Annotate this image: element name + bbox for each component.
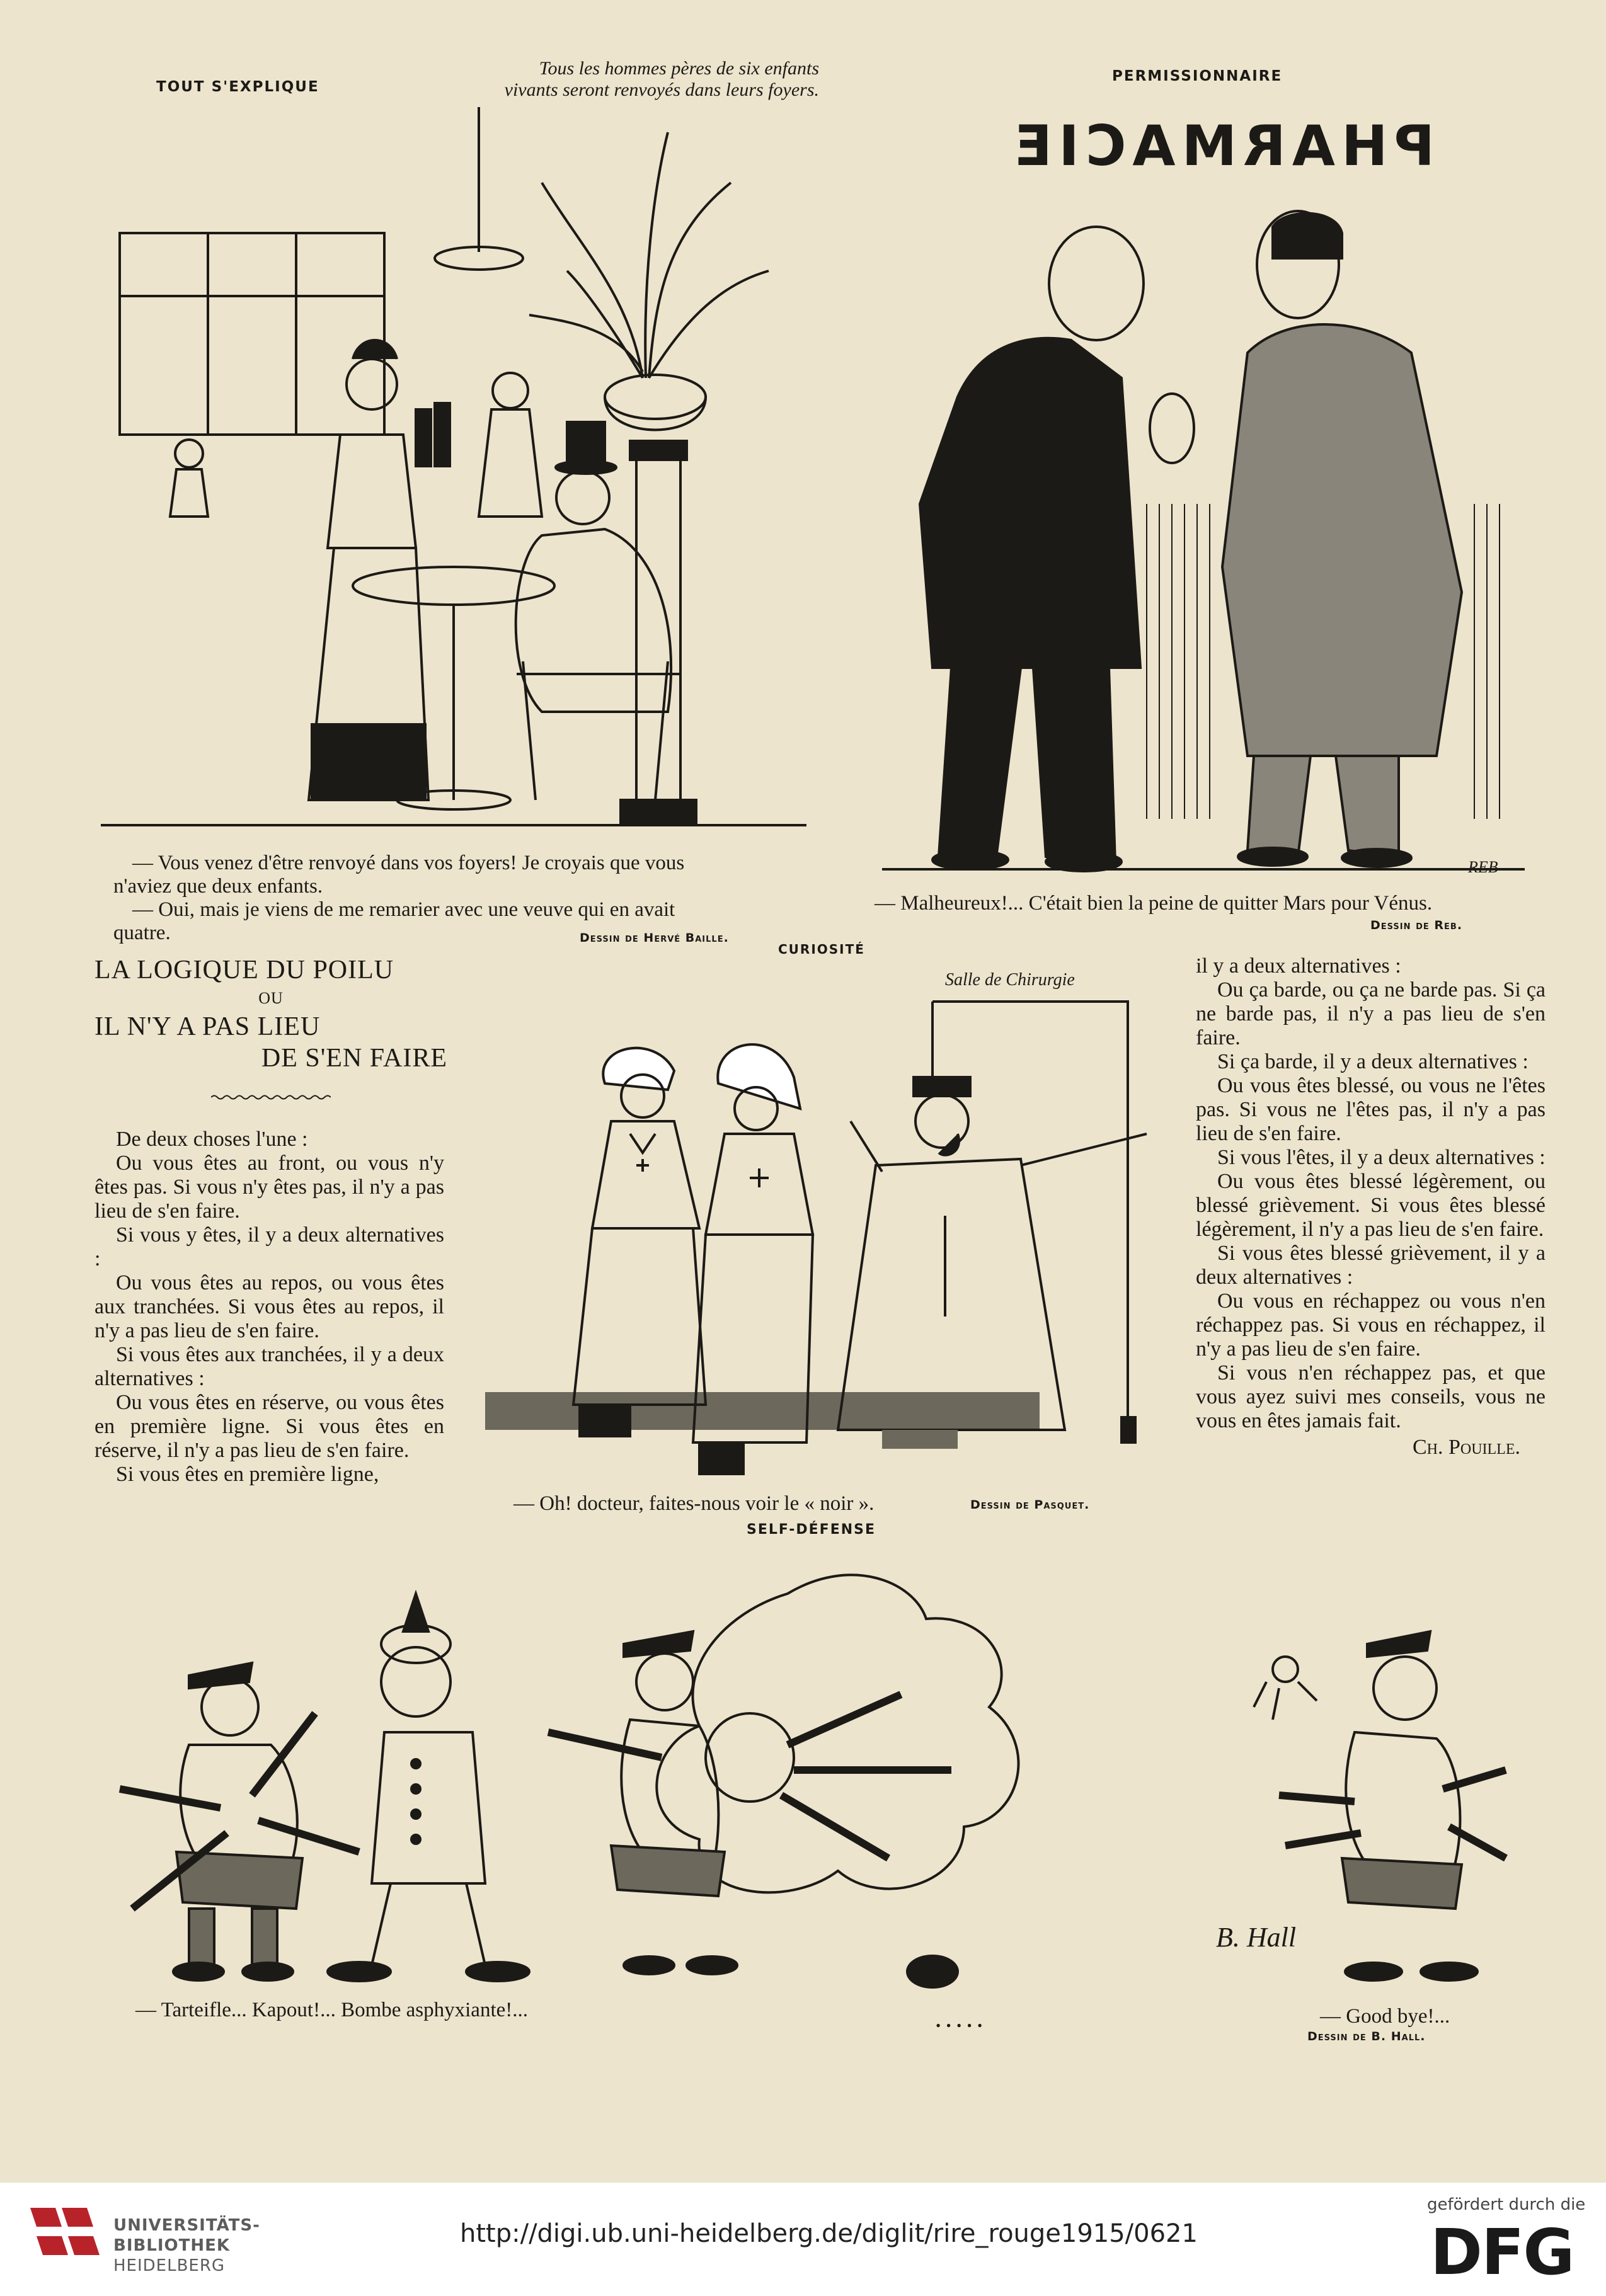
article-paragraph: De deux choses l'une : [116,1128,308,1151]
article-paragraph: Ou vous êtes blessé, ou vous ne l'êtes pas. Si vous ne l'êtes pas, il n'y a pas lieu de s'en faire. [1196,1074,1546,1145]
caption-ellipsis: . . . . . [936,2009,983,2032]
caption-line-1: — Vous venez d'être renvoyé dans vos foyers! Je croyais que vous [132,852,685,874]
article-title-line-4: DE S'EN FAIRE [261,1044,447,1073]
article-paragraph: Si vous n'en réchappez pas, et que vous ayez suivi mes conseils, vous ne vous en êtes jamais fait. [1196,1361,1546,1432]
caption-line-4: quatre. [113,922,171,944]
door-sign-salle-de-chirurgie: Salle de Chirurgie [945,970,1075,990]
article-title-line-2: OU [258,989,284,1007]
article-paragraph: il y a deux alternatives : [1196,954,1401,978]
cartoon-caption-right: — Good bye!... [1320,2005,1450,2028]
caption-line-2: n'aviez que deux enfants. [113,875,323,898]
article-paragraph: Ou vous en réchappez ou vous n'en réchappez pas. Si vous en réchappez, il n'y a pas lieu de s'en faire. [1196,1289,1546,1361]
article-paragraph: Si vous êtes blessé grièvement, il y a deux alternatives : [1196,1242,1546,1289]
cartoon-caption-left: — Tarteifle... Kapout!... Bombe asphyxiante!... [135,1999,529,2021]
cartoon-caption-tout-s-explique [113,852,813,945]
article-paragraph: Si vous l'êtes, il y a deux alternatives : [1217,1146,1546,1169]
drawing-credit-pasquet: Dessin de Pasquet. [970,1498,1090,1512]
article-paragraph: Ou ça barde, ou ça ne barde pas. Si ça ne barde pas, il n'y a pas lieu de s'en faire. [1196,978,1546,1049]
cartoon-title-self-defense: SELF-DÉFENSE [747,1522,876,1538]
cartoon-title-permissionnaire: PERMISSIONNAIRE [1112,68,1283,84]
article-paragraph: Si vous êtes en première ligne, [116,1463,379,1486]
logo-line-3: HEIDELBERG [113,2256,226,2275]
article-paragraph: Si ça barde, il y a deux alternatives : [1217,1050,1529,1073]
article-paragraph: Ou vous êtes au repos, ou vous êtes aux tranchées. Si vous êtes au repos, il n'y a pas lieu de s'en faire. [95,1271,444,1342]
caption-line-3: — Oui, mais je viens de me remarier avec une veuve qui en avait [132,898,675,921]
cartoon-caption-permissionnaire: — Malheureux!... C'était bien la peine de quitter Mars pour Vénus. [875,892,1433,915]
cartoon-subtitle [353,58,819,101]
dfg-logo: DFG [1430,2215,1574,2289]
mirrored-pharmacie-sign: PHARMACIE [1008,113,1435,178]
article-heading [95,954,447,1074]
article-title-line-1: LA LOGIQUE DU POILU [95,956,394,985]
ornamental-rule [211,1093,331,1102]
cartoon-title-curiosite: CURIOSITÉ [778,942,865,957]
drawing-credit-hall: Dessin de B. Hall. [1307,2030,1426,2043]
surgery-room-drawing [479,964,1172,1505]
subtitle-line-2: vivants seront renvoyés dans leurs foyers. [504,79,819,100]
article-paragraph: Ou vous êtes blessé légèrement, ou blessé grièvement. Si vous êtes blessé légèrement, il n'y a pas lieu de s'en faire. [1196,1170,1546,1241]
hall-signature: B. Hall [1216,1922,1297,1953]
university-seal-icon [24,2202,103,2271]
article-left-column [95,1128,444,1487]
bagpiper-vs-soldier-drawing [95,1556,1512,1997]
pharmacy-scene-drawing [844,189,1550,888]
digital-object-url[interactable]: http://digi.ub.uni-heidelberg.de/diglit/rire_rouge1915/0621 [460,2219,1198,2248]
library-logo-text [113,2215,260,2276]
article-paragraph: Si vous êtes aux tranchées, il y a deux alternatives : [95,1343,444,1390]
logo-line-2: BIBLIOTHEK [113,2236,231,2255]
digitization-footer [0,2183,1606,2296]
cartoon-caption-curiosite: — Oh! docteur, faites-nous voir le « noir ». [513,1492,875,1515]
reb-signature: REB [1468,858,1498,876]
article-paragraph: Si vous y êtes, il y a deux alternatives : [95,1223,444,1271]
sponsor-label: gefördert durch die [1427,2195,1586,2214]
article-paragraph: Ou vous êtes en réserve, ou vous êtes en première ligne. Si vous êtes en réserve, il n'y a pas lieu de s'en faire. [95,1391,444,1462]
article-author: Ch. Pouille. [1412,1436,1520,1459]
drawing-credit-reb: Dessin de Reb. [1370,918,1463,932]
article-title-line-3: IL N'Y A PAS LIEU [95,1012,321,1041]
article-paragraph: Ou vous êtes au front, ou vous n'y êtes pas. Si vous n'y êtes pas, il n'y a pas lieu de s'en faire. [95,1151,444,1223]
subtitle-line-1: Tous les hommes pères de six enfants [539,58,819,79]
drawing-credit-baille: Dessin de Hervé Baille. [580,931,729,945]
logo-line-1: UNIVERSITÄTS- [113,2216,260,2235]
article-right-column [1196,954,1546,1459]
cartoon-title-tout-s-explique: TOUT S'EXPLIQUE [156,79,319,95]
cafe-scene-drawing [101,107,806,850]
